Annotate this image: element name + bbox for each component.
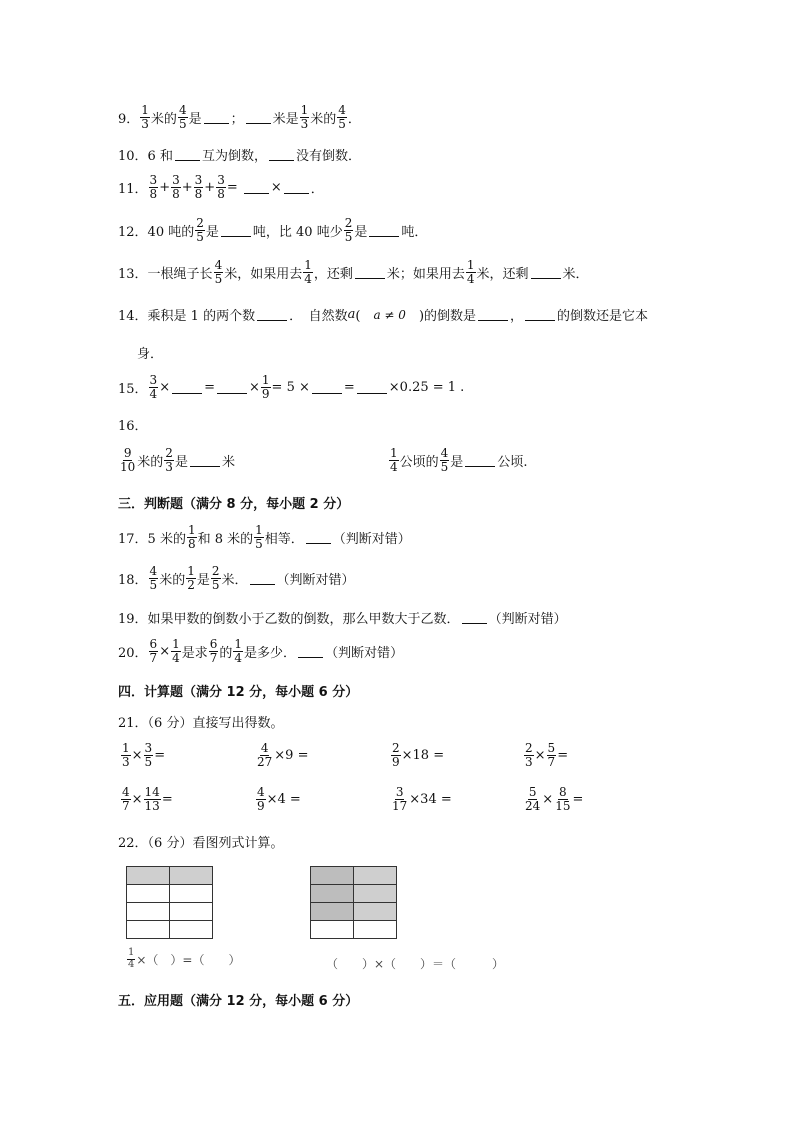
question-20: 20． $\frac{6}{7}$ × $\frac{1}{4}$ 是求 $\frac{6}{7}$ 的 $\frac{1}{4}$ 是多少． （判断对错） [118,637,404,665]
answer-blank[interactable] [357,381,387,394]
answer-blank[interactable] [217,381,247,394]
question-11: 11． $\frac{3}{8}$ + $\frac{3}{8}$ + $\frac{3}{8}$ + $\frac{3}{8}$ = × ． [118,173,324,201]
answer-blank[interactable] [312,381,342,394]
fraction: $\frac{1}{3}$ [300,103,309,131]
question-14-continued: 身． [137,347,164,362]
answer-blank[interactable] [175,148,200,161]
calc-item: $\frac{4}{7}$ × $\frac{14}{13}$ = [122,785,173,813]
fraction: $\frac{4}{5}$ [338,103,346,131]
question-16-part-b: $\frac{1}{4}$ 公顷的 $\frac{4}{5}$ 是 公顷. [390,446,528,474]
answer-blank[interactable] [478,308,508,321]
answer-blank[interactable] [257,308,287,321]
answer-blank[interactable] [355,266,385,279]
answer-blank[interactable] [531,266,561,279]
section-5-heading: 五．应用题（满分 12 分，每小题 6 分） [118,994,359,1009]
fraction-grid-left [126,866,213,939]
answer-blank[interactable] [246,111,271,124]
question-16-part-a: $\frac{9}{10}$ 米的 $\frac{2}{3}$ 是 米 [120,446,235,474]
section-4-heading: 四．计算题（满分 12 分，每小题 6 分） [118,685,359,700]
answer-blank[interactable] [306,531,331,544]
question-16: 16． [118,419,148,434]
formula-left: $\frac{1}{4}$ ×（ ）=（ ） [128,947,241,970]
calc-item: $\frac{2}{9}$ ×18 = [392,741,445,769]
answer-blank[interactable] [525,308,555,321]
answer-blank[interactable] [465,454,495,467]
fraction: $\frac{4}{5}$ [178,103,187,131]
calc-item: $\frac{2}{3}$ × $\frac{5}{7}$ = [525,741,569,769]
calc-item: $\frac{3}{17}$ ×34 = [392,785,452,813]
question-22-label: 22．（6 分）看图列式计算。 [118,836,284,851]
question-17: 17． 5 米的 $\frac{1}{8}$ 和 8 米的 $\frac{1}{5}$ 相等． （判断对错） [118,523,411,551]
fraction: $\frac{1}{3}$ [141,103,149,131]
question-12: 12． 40 吨的 $\frac{2}{5}$ 是 吨，比 40 吨少 $\frac{2}{5}$ 是 吨． [118,216,428,244]
answer-blank[interactable] [204,111,229,124]
calc-item: $\frac{1}{3}$ × $\frac{3}{5}$ = [122,741,166,769]
question-9: 9． $\frac{1}{3}$ 米的 $\frac{4}{5}$ 是 ； 米是 $\frac{1}{3}$ 米的 $\frac{4}{5}$ ． [118,103,361,131]
answer-blank[interactable] [172,381,202,394]
answer-blank[interactable] [221,224,251,237]
answer-blank[interactable] [269,148,294,161]
calc-item: $\frac{5}{24}$ × $\frac{8}{15}$ = [525,785,584,813]
answer-blank[interactable] [250,572,275,585]
fraction-grid-right [310,866,397,939]
question-18: 18． $\frac{4}{5}$ 米的 $\frac{1}{2}$ 是 $\frac{2}{5}$ 米． （判断对错） [118,564,355,592]
question-10: 10． 6 和 互为倒数， 没有倒数． [118,149,361,164]
question-13: 13． 一根绳子长 $\frac{4}{5}$ 米，如果用去 $\frac{1}{4}$ ，还剩 米；如果用去 $\frac{1}{4}$ 米，还剩 米． [118,258,589,286]
question-14: 14． 乘积是 1 的两个数 ． 自然数 a ( a ≠ 0 )的倒数是 ， 的倒数还是它本 [118,307,649,324]
calc-item: $\frac{4}{9}$ ×4 = [257,785,301,813]
answer-blank[interactable] [369,224,399,237]
question-21-label: 21．（6 分）直接写出得数。 [118,716,284,731]
answer-blank[interactable] [462,611,487,624]
answer-blank[interactable] [298,645,323,658]
answer-blank[interactable] [284,181,309,194]
calc-item: $\frac{4}{27}$ ×9 = [257,741,309,769]
question-19: 19． 如果甲数的倒数小于乙数的倒数，那么甲数大于乙数． （判断对错） [118,612,567,627]
formula-right: （ ）×（ ）＝（ ） [326,957,505,971]
answer-blank[interactable] [244,181,269,194]
question-15: 15． $\frac{3}{4}$ × = × $\frac{1}{9}$ = 5 × = ×0.25 = 1 . [118,373,465,401]
section-3-heading: 三．判断题（满分 8 分，每小题 2 分） [118,497,350,512]
answer-blank[interactable] [190,454,220,467]
